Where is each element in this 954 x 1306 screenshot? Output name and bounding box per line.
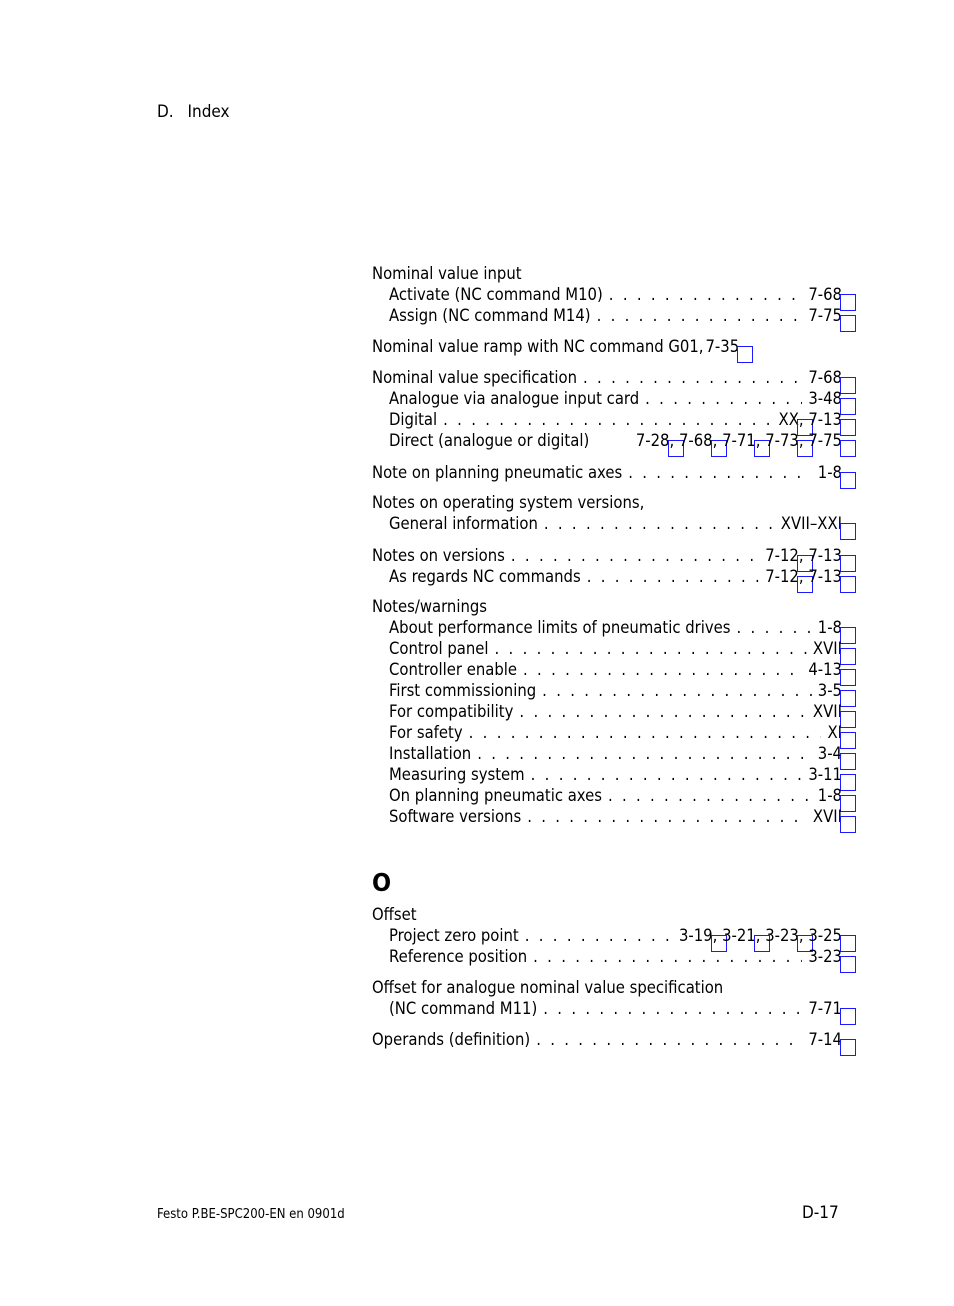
index-subterm: Software versions [389,807,522,826]
page-ref-link[interactable]: XVII [812,702,842,721]
index-subterm: (NC command M11) [389,998,538,1018]
page-ref-link[interactable]: 3-25 [808,926,842,945]
index-subterm: Assign (NC command M14) [389,306,591,325]
page-ref-link[interactable]: 1-8 [817,786,842,805]
page-ref-link[interactable]: 7-13 [808,545,842,565]
index-subterm: Digital [389,410,438,429]
index-subterm: First commissioning [389,681,537,700]
dot-leader [531,764,803,785]
page-refs [818,785,842,806]
page-ref-link[interactable]: 1-8 [817,618,842,637]
index-entry [372,493,842,534]
index-list [372,264,842,1061]
page-refs [679,925,842,946]
index-subterm: Installation [389,744,472,763]
page-refs [808,388,842,409]
page-ref-link[interactable]: 3-11 [808,765,842,784]
page-refs [818,680,842,701]
index-entry [372,264,842,326]
index-subentry-line [372,764,842,785]
page-refs [636,430,842,451]
dot-leader [525,925,673,946]
index-subentry-line [372,617,842,638]
index-subentry-line [372,743,842,764]
dot-leader [542,680,812,701]
page-ref-link[interactable]: 7-12 [765,545,799,565]
inline-page-refs [705,337,739,357]
page-ref-link[interactable]: 4-13 [808,660,842,679]
index-subentry-line [372,680,842,701]
dot-leader [609,284,803,305]
page-ref-link[interactable]: 3-23 [808,947,842,966]
page-ref-link[interactable]: 7-68 [678,431,713,450]
dot-leader [527,806,807,827]
dot-leader [477,743,812,764]
dot-leader [536,1029,802,1050]
index-subterm: Controller enable [389,660,518,679]
page-ref-link[interactable]: 7-14 [808,1030,842,1049]
dot-leader [543,998,802,1019]
page-ref-link[interactable]: 3-4 [817,744,842,763]
page-refs [808,946,842,967]
index-subterm: For safety [389,723,463,742]
index-term: Operands (definition) [372,1030,531,1049]
page-refs [808,764,842,785]
page-ref-link[interactable]: 3-48 [808,389,842,408]
page-separator: , [755,926,766,945]
index-entry-line [372,905,842,925]
page-refs [808,1029,842,1050]
page-separator: , [712,926,723,945]
index-subterm: On planning pneumatic axes [389,786,602,805]
index-term: Offset for analogue nominal value specification [372,977,724,997]
page-ref-link[interactable]: XI [827,723,842,742]
index-subterm: Direct (analogue or digital) [389,431,590,450]
page-ref-link[interactable]: 3-21 [722,926,756,945]
index-term: Notes/warnings [372,597,488,616]
page-refs [818,743,842,764]
dot-leader [523,659,802,680]
index-subterm: General information [389,514,538,533]
dot-leader [645,388,802,409]
page-refs [813,806,842,827]
page-ref-link[interactable]: XVII–XXI [780,514,842,533]
page-ref-link[interactable]: 7-13 [808,410,842,429]
index-subentry-line [372,388,842,409]
page-refs [781,513,842,534]
dot-leader [469,722,822,743]
index-subentry-line [372,430,842,451]
page-ref-link[interactable]: 3-19 [678,926,713,945]
index-entry-line [372,597,842,617]
index-subentry-line [372,409,842,430]
index-subentry-line [372,925,842,946]
page-separator: , [798,926,809,945]
index-subentry-line [372,946,842,967]
page-ref-link[interactable]: 7-71 [722,431,756,450]
page-refs [808,659,842,680]
page-ref-link[interactable]: 7-75 [808,306,842,325]
index-subentry-line [372,284,842,305]
index-entry [372,367,842,451]
dot-leader [495,638,807,659]
page-refs [818,462,842,483]
page-refs [827,722,842,743]
index-entry [372,337,842,357]
index-entry [372,545,842,587]
index-entry-line [372,264,842,284]
page-separator: , [712,431,723,450]
page-separator: , [798,431,809,450]
page-number: D-17 [802,1203,839,1223]
index-entry-line [372,493,842,513]
page-separator: , [798,545,809,565]
index-term: Offset [372,905,417,924]
page-refs [779,409,842,430]
index-entry-line [372,462,842,483]
index-letter-heading: O [372,868,392,897]
index-term: Notes on operating system versions, [372,493,645,512]
footer-doc-id: Festo P.BE-SPC200-EN en 0901d [157,1207,345,1222]
page-ref-link[interactable]: XVII [812,807,842,826]
index-term: Nominal value specification [372,368,578,387]
page-refs [818,617,842,638]
index-entry-line [372,1029,842,1050]
dot-leader [583,367,802,388]
index-term: Notes on versions [372,545,505,565]
page-ref-link[interactable]: 7-68 [808,285,842,304]
running-header [157,102,230,122]
index-subterm: About performance limits of pneumatic drives [389,618,731,637]
index-subentry-line [372,659,842,680]
page-refs [808,998,842,1019]
index-subentry-line [372,513,842,534]
index-subterm: Analogue via analogue input card [389,389,640,408]
page-refs [765,545,842,566]
index-entry [372,462,842,483]
index-term: Note on planning pneumatic axes [372,462,623,482]
index-subentry-line [372,785,842,806]
page-separator: , [755,431,766,450]
page-refs [808,284,842,305]
page-ref-link[interactable]: 7-12 [765,566,799,586]
page-ref-link[interactable]: 7-71 [808,998,842,1018]
index-entry [372,905,842,967]
index-subterm: Reference position [389,947,528,966]
index-subentry-line [372,806,842,827]
index-entry [372,978,842,1019]
index-subentry-line [372,566,842,587]
index-term: Nominal value input [372,264,522,283]
index-entry [372,1029,842,1050]
page-ref-link[interactable]: 3-23 [765,926,799,945]
page-ref-link[interactable]: XVII [812,639,842,658]
index-entry-line [372,337,842,357]
dot-leader [737,617,812,638]
section-number: D. [157,102,174,122]
page-ref-link[interactable]: 7-35 [705,336,740,356]
page-ref-link[interactable]: 7-73 [765,431,799,450]
index-subterm: Project zero point [389,926,519,945]
index-entry-line [372,367,842,388]
index-subentry-line [372,998,842,1019]
page-refs [808,305,842,326]
dot-leader [608,785,812,806]
index-subterm: For compatibility [389,702,514,721]
page-ref-link[interactable]: 7-28 [635,431,670,450]
page-ref-link[interactable]: 7-13 [808,566,842,586]
page-separator: , [669,431,679,450]
index-subterm: Measuring system [389,765,525,784]
page-separator: , [798,566,809,586]
index-subentry-line [372,638,842,659]
dot-leader [519,701,807,722]
index-subterm: As regards NC commands [389,566,581,586]
index-entry-line [372,545,842,566]
page-ref-link[interactable]: 3-5 [817,681,842,700]
dot-leader [511,545,759,566]
page-refs [813,701,842,722]
index-entry [372,597,842,827]
index-subentry-line [372,701,842,722]
page-separator: , [798,410,809,429]
page-refs [808,367,842,388]
dot-leader [544,513,775,534]
index-subentry-line [372,305,842,326]
dot-leader [443,409,772,430]
page-ref-link[interactable]: 7-68 [808,368,842,387]
dot-leader [597,305,803,326]
page-ref-link[interactable]: 1-8 [817,462,842,482]
page-ref-link[interactable]: 7-75 [808,431,842,450]
page-ref-link[interactable]: XX [778,410,799,429]
index-term: Nominal value ramp with NC command G01, [372,336,704,356]
page-refs [813,638,842,659]
index-subterm: Control panel [389,639,489,658]
index-entry-line [372,978,842,998]
section-title: Index [187,102,230,122]
dot-leader [628,462,812,483]
index-subentry-line [372,722,842,743]
index-subterm: Activate (NC command M10) [389,285,603,304]
dot-leader [587,566,759,587]
